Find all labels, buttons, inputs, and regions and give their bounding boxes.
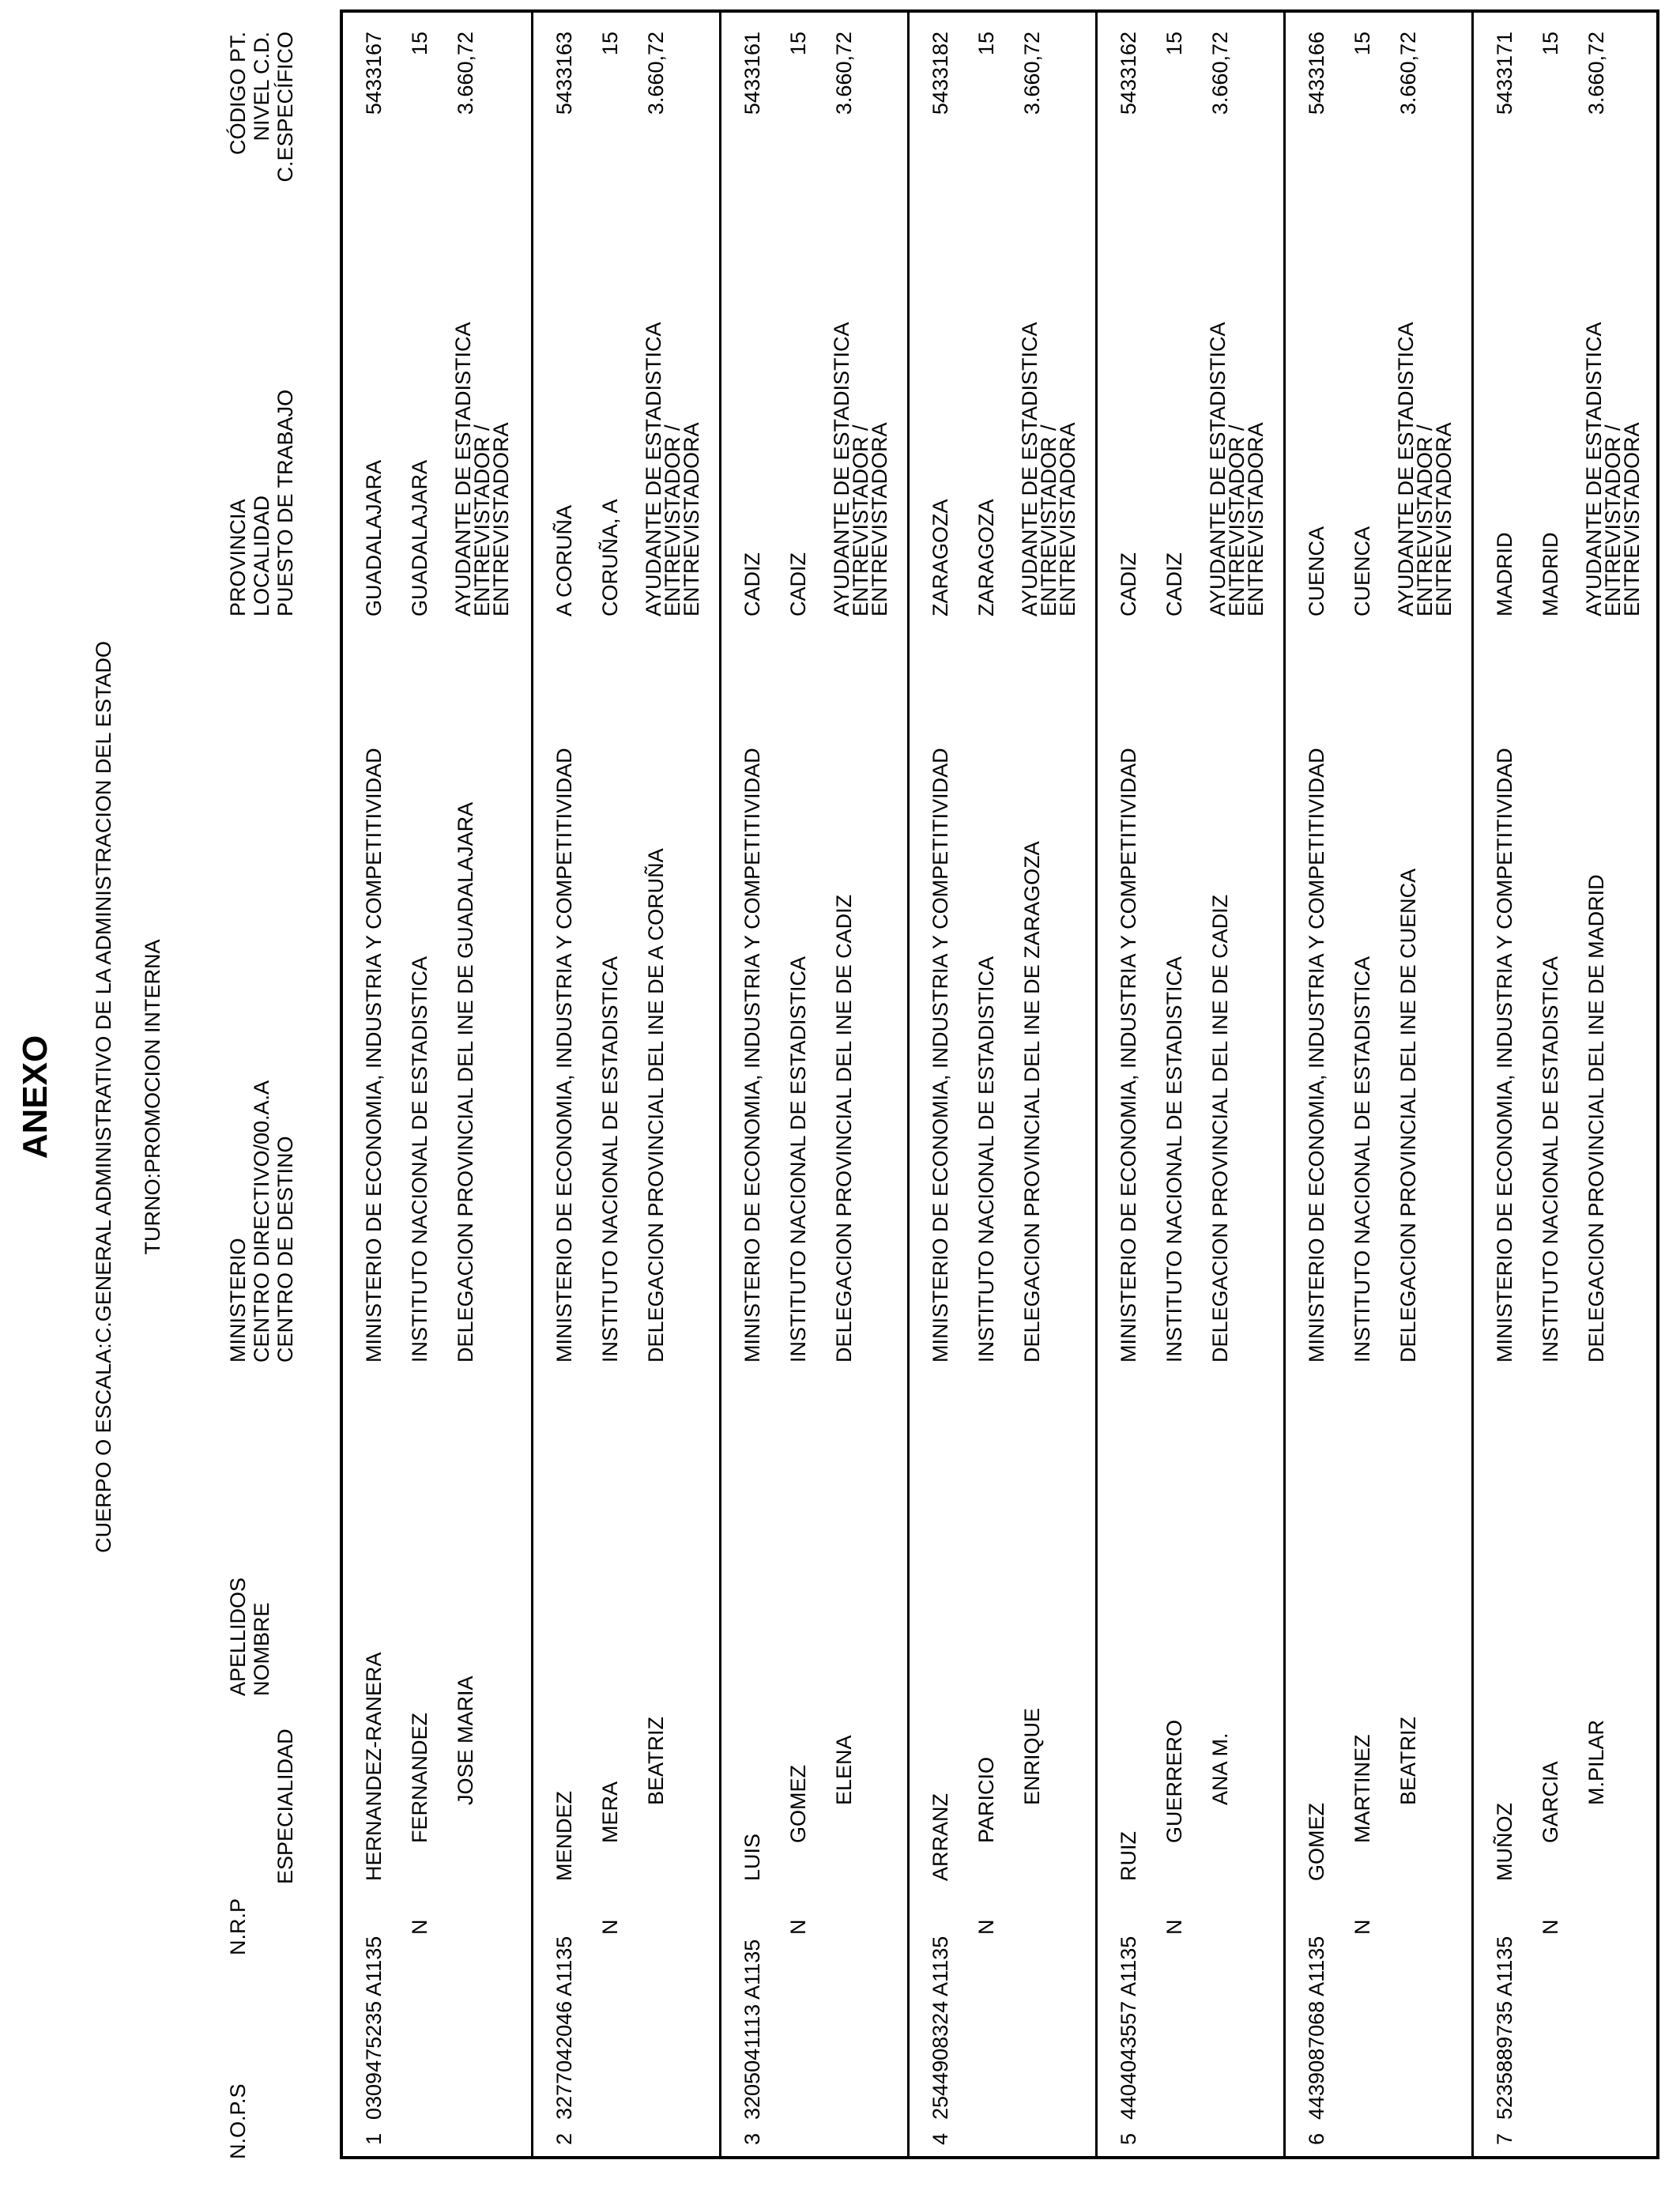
row-apellido1: MENDEZ — [552, 1791, 576, 1881]
row-centro-destino: DELEGACION PROVINCIAL DEL INE DE ZARAGOZA — [1020, 841, 1044, 1363]
row-codigo: 5433167 — [362, 32, 386, 115]
row-nivel: 15 — [974, 32, 998, 56]
row-puesto-line3: ENTREVISTADORA — [1432, 422, 1456, 616]
row-centro-directivo: INSTITUTO NACIONAL DE ESTADISTICA — [598, 956, 622, 1363]
row-apellido1: ARRANZ — [929, 1793, 952, 1881]
row-puesto — [1020, 322, 1077, 616]
row-ministerio: MINISTERIO DE ECONOMIA, INDUSTRIA Y COMPETITIVIDAD — [1117, 748, 1140, 1363]
row-puesto-line3: ENTREVISTADORA — [1620, 422, 1644, 616]
row-especifico: 3.660,72 — [832, 32, 856, 115]
row-puesto-line2: ENTREVISTADOR / — [1601, 424, 1625, 616]
row-localidad: CORUÑA, A — [598, 499, 622, 616]
row-puesto — [832, 322, 889, 616]
header-ministerio-block — [226, 1080, 297, 1363]
row-nrp: 4404043557 A1135 — [1117, 1936, 1140, 2120]
row-apellido1: HERNANDEZ-RANERA — [362, 1652, 386, 1881]
header-puesto: PUESTO DE TRABAJO — [273, 389, 297, 616]
row-apellido1: MUÑOZ — [1493, 1803, 1516, 1881]
row-centro-destino: DELEGACION PROVINCIAL DEL INE DE CUENCA — [1396, 868, 1420, 1363]
row-provincia: CADIZ — [740, 552, 764, 616]
row-puesto-line3: ENTREVISTADORA — [489, 422, 513, 616]
row-puesto-line1: AYUDANTE DE ESTADISTICA — [1394, 322, 1418, 616]
row-nombre: BEATRIZ — [644, 1716, 668, 1805]
row-nops: 4 — [929, 2132, 952, 2145]
row-nops: 5 — [1117, 2132, 1140, 2145]
row-puesto-line1: AYUDANTE DE ESTADISTICA — [1206, 322, 1230, 616]
row-nrp: 5235889735 A1135 — [1493, 1936, 1516, 2120]
header-provincia-block — [226, 390, 297, 616]
header-especialidad: ESPECIALIDAD — [273, 1728, 297, 1884]
row-apellido2: FERNANDEZ — [408, 1712, 431, 1843]
row-centro-destino: DELEGACION PROVINCIAL DEL INE DE GUADALAJARA — [454, 801, 477, 1363]
header-nombre: NOMBRE — [250, 1602, 273, 1696]
row-provincia: ZARAGOZA — [929, 499, 952, 616]
row-nivel: 15 — [598, 32, 622, 56]
row-especialidad: N — [1539, 1919, 1562, 1935]
row-codigo: 5433166 — [1305, 32, 1328, 115]
row-centro-destino: DELEGACION PROVINCIAL DEL INE DE MADRID — [1584, 874, 1608, 1363]
row-centro-directivo: INSTITUTO NACIONAL DE ESTADISTICA — [1539, 956, 1562, 1363]
row-nivel: 15 — [786, 32, 810, 56]
row-ministerio: MINISTERIO DE ECONOMIA, INDUSTRIA Y COMPETITIVIDAD — [1493, 748, 1516, 1363]
header-ministerio: MINISTERIO — [226, 1238, 250, 1363]
row-centro-directivo: INSTITUTO NACIONAL DE ESTADISTICA — [786, 956, 810, 1363]
header-especifico: C.ESPECÍFICO — [273, 32, 297, 183]
row-nops: 7 — [1493, 2132, 1516, 2145]
row-nops: 6 — [1305, 2132, 1328, 2145]
row-ministerio: MINISTERIO DE ECONOMIA, INDUSTRIA Y COMPETITIVIDAD — [1305, 748, 1328, 1363]
row-especifico: 3.660,72 — [644, 32, 668, 115]
row-localidad: CADIZ — [786, 552, 810, 616]
row-nrp: 4439087068 A1135 — [1305, 1936, 1328, 2120]
row-apellido1: GOMEZ — [1305, 1803, 1328, 1881]
row-nrp: 2544908324 A1135 — [929, 1936, 952, 2120]
results-table — [340, 9, 1659, 2159]
row-centro-destino: DELEGACION PROVINCIAL DEL INE DE CADIZ — [1208, 894, 1232, 1363]
row-puesto-line3: ENTREVISTADORA — [680, 422, 703, 616]
document-title: ANEXO — [16, 1035, 55, 1159]
header-nrp-block — [226, 1728, 297, 1955]
header-nivel: NIVEL C.D. — [250, 32, 273, 141]
row-provincia: CADIZ — [1117, 552, 1140, 616]
row-ministerio: MINISTERIO DE ECONOMIA, INDUSTRIA Y COMPETITIVIDAD — [740, 748, 764, 1363]
row-nivel: 15 — [1539, 32, 1562, 56]
header-nrp: N.R.P — [226, 1898, 250, 1955]
row-puesto-line2: ENTREVISTADOR / — [470, 424, 494, 616]
row-puesto-line1: AYUDANTE DE ESTADISTICA — [1018, 322, 1042, 616]
header-apellidos-block — [226, 1578, 273, 1696]
cuerpo-escala: CUERPO O ESCALA:C.GENERAL ADMINISTRATIVO DE LA ADMINISTRACION DEL ESTADO — [92, 641, 115, 1553]
row-centro-destino: DELEGACION PROVINCIAL DEL INE DE A CORUÑA — [644, 848, 668, 1363]
header-localidad: LOCALIDAD — [250, 495, 273, 616]
table-row — [1471, 13, 1658, 2156]
header-nops-block — [226, 2083, 250, 2159]
table-row — [1095, 13, 1277, 2156]
row-nops: 3 — [740, 2132, 764, 2145]
row-localidad: ZARAGOZA — [974, 499, 998, 616]
row-puesto-line2: ENTREVISTADOR / — [1413, 424, 1437, 616]
row-especialidad: N — [1350, 1919, 1374, 1935]
row-apellido2: GUERRERO — [1162, 1719, 1186, 1843]
row-apellido1: LUIS — [740, 1833, 764, 1881]
row-nops: 1 — [362, 2132, 386, 2145]
row-nops: 2 — [552, 2132, 576, 2145]
row-localidad: GUADALAJARA — [408, 459, 431, 616]
row-nrp: 3205041113 A1135 — [740, 1939, 764, 2120]
row-nivel: 15 — [1350, 32, 1374, 56]
row-puesto-line2: ENTREVISTADOR / — [1225, 424, 1249, 616]
row-localidad: CADIZ — [1162, 552, 1186, 616]
row-nivel: 15 — [1162, 32, 1186, 56]
row-especialidad: N — [1162, 1919, 1186, 1935]
table-row — [343, 13, 525, 2156]
row-apellido2: MERA — [598, 1781, 622, 1843]
row-puesto-line3: ENTREVISTADORA — [1056, 422, 1079, 616]
row-puesto-line2: ENTREVISTADOR / — [849, 424, 872, 616]
row-centro-directivo: INSTITUTO NACIONAL DE ESTADISTICA — [1162, 956, 1186, 1363]
row-especifico: 3.660,72 — [1584, 32, 1608, 115]
row-puesto-line1: AYUDANTE DE ESTADISTICA — [451, 322, 475, 616]
row-provincia: MADRID — [1493, 532, 1516, 616]
row-nombre: M.PILAR — [1584, 1719, 1608, 1805]
row-provincia: A CORUÑA — [552, 504, 576, 616]
row-especifico: 3.660,72 — [1020, 32, 1044, 115]
row-codigo: 5433171 — [1493, 32, 1516, 115]
row-nombre: JOSE MARIA — [454, 1676, 477, 1805]
row-apellido2: PARICIO — [974, 1756, 998, 1843]
row-puesto-line3: ENTREVISTADORA — [1244, 422, 1268, 616]
row-puesto-line1: AYUDANTE DE ESTADISTICA — [830, 322, 853, 616]
row-puesto — [451, 322, 513, 616]
row-centro-directivo: INSTITUTO NACIONAL DE ESTADISTICA — [408, 956, 431, 1363]
header-apellidos: APELLIDOS — [226, 1577, 250, 1696]
table-row — [1283, 13, 1465, 2156]
row-especifico: 3.660,72 — [454, 32, 477, 115]
row-especialidad: N — [598, 1919, 622, 1935]
row-nombre: ANA M. — [1208, 1732, 1232, 1805]
row-puesto-line1: AYUDANTE DE ESTADISTICA — [1582, 322, 1606, 616]
row-codigo: 5433161 — [740, 32, 764, 115]
row-centro-directivo: INSTITUTO NACIONAL DE ESTADISTICA — [1350, 956, 1374, 1363]
row-localidad: CUENCA — [1350, 526, 1374, 616]
row-puesto-line3: ENTREVISTADORA — [868, 422, 891, 616]
header-centro-destino: CENTRO DE DESTINO — [273, 1136, 297, 1363]
row-centro-destino: DELEGACION PROVINCIAL DEL INE DE CADIZ — [832, 894, 856, 1363]
header-centro-directivo: CENTRO DIRECTIVO/00.A.A — [250, 1080, 273, 1363]
table-row — [907, 13, 1089, 2156]
row-especialidad: N — [786, 1919, 810, 1935]
row-puesto-line1: AYUDANTE DE ESTADISTICA — [642, 322, 665, 616]
row-apellido2: GOMEZ — [786, 1765, 810, 1843]
row-especialidad: N — [408, 1919, 431, 1935]
row-puesto-line2: ENTREVISTADOR / — [1037, 424, 1060, 616]
row-nrp: 3277042046 A1135 — [552, 1936, 576, 2120]
header-nops: N.O.P.S — [226, 2083, 250, 2159]
table-row — [719, 13, 901, 2156]
row-especifico: 3.660,72 — [1396, 32, 1420, 115]
row-codigo: 5433162 — [1117, 32, 1140, 115]
row-apellido1: RUIZ — [1117, 1831, 1140, 1881]
header-codigo-block — [226, 32, 297, 187]
row-nivel: 15 — [408, 32, 431, 56]
row-provincia: CUENCA — [1305, 526, 1328, 616]
row-nombre: ENRIQUE — [1020, 1707, 1044, 1805]
row-ministerio: MINISTERIO DE ECONOMIA, INDUSTRIA Y COMPETITIVIDAD — [552, 748, 576, 1363]
row-puesto — [1206, 322, 1268, 616]
row-apellido2: MARTINEZ — [1350, 1734, 1374, 1843]
row-ministerio: MINISTERIO DE ECONOMIA, INDUSTRIA Y COMPETITIVIDAD — [929, 748, 952, 1363]
row-apellido2: GARCIA — [1539, 1761, 1562, 1843]
row-puesto — [1394, 322, 1456, 616]
row-nombre: ELENA — [832, 1735, 856, 1805]
row-codigo: 5433163 — [552, 32, 576, 115]
row-especifico: 3.660,72 — [1208, 32, 1232, 115]
row-puesto-line2: ENTREVISTADOR / — [661, 424, 684, 616]
row-especialidad: N — [974, 1919, 998, 1935]
header-codigo: CÓDIGO PT. — [226, 32, 250, 156]
row-ministerio: MINISTERIO DE ECONOMIA, INDUSTRIA Y COMPETITIVIDAD — [362, 748, 386, 1363]
row-puesto — [644, 322, 701, 616]
header-provincia: PROVINCIA — [226, 499, 250, 616]
row-puesto — [1582, 322, 1644, 616]
row-centro-directivo: INSTITUTO NACIONAL DE ESTADISTICA — [974, 956, 998, 1363]
table-row — [531, 13, 713, 2156]
turno: TURNO:PROMOCION INTERNA — [141, 939, 164, 1255]
row-codigo: 5433182 — [929, 32, 952, 115]
row-localidad: MADRID — [1539, 532, 1562, 616]
row-provincia: GUADALAJARA — [362, 459, 386, 616]
row-nombre: BEATRIZ — [1396, 1716, 1420, 1805]
row-nrp: 0309475235 A1135 — [362, 1936, 386, 2120]
